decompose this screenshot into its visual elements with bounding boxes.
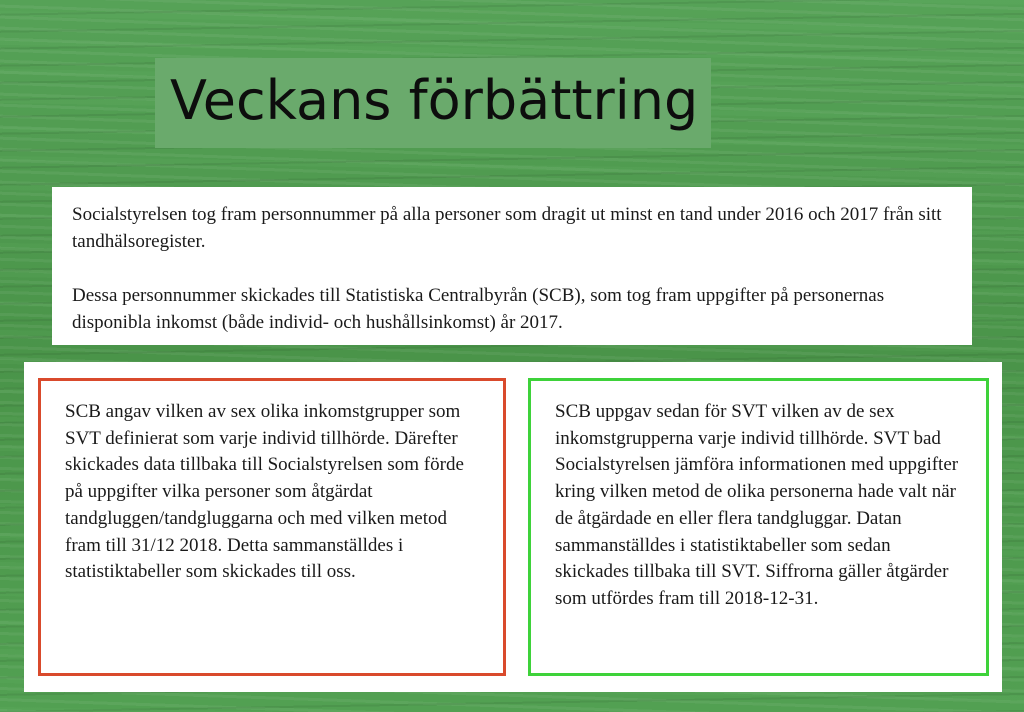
title-banner [155,58,711,148]
intro-text-box [52,187,972,345]
comparison-box [24,362,1002,692]
intro-paragraph-2: Dessa personnummer skickades till Statistiska Centralbyrån (SCB), som tog fram uppgifter på personernas disponibla inkomst (både individ- och hushållsinkomst) år 2017. [72,285,885,333]
before-panel [38,378,506,676]
after-panel [528,378,989,676]
after-text: SCB uppgav sedan för SVT vilken av de sex inkomstgrupperna varje individ tillhörde. SVT bad Socialstyrelsen jämföra informationen med uppgifter kring vilken metod de olika personerna hade valt när de åtgärdade en eller flera tandgluggar. Datan sammanställdes i statistiktabeller som sedan skickades tillbaka till SVT. Siffrorna gäller åtgärder som utfördes fram till 2018-12-31. [555,401,959,609]
intro-paragraph-1: Socialstyrelsen tog fram personnummer på alla personer som dragit ut minst en tand under 2016 och 2017 från sitt tandhälsoregister. [72,204,942,252]
page-title: Veckans förbättring [170,69,699,132]
before-text: SCB angav vilken av sex olika inkomstgrupper som SVT definierat som varje individ tillhörde. Därefter skickades data tillbaka till Socialstyrelsen som förde på uppgifter vilka personer som åtgärdat tandgluggen/tandgluggarna och med vilken metod fram till 31/12 2018. Detta sammanställdes i statistiktabeller som skickades till oss. [65,401,464,583]
